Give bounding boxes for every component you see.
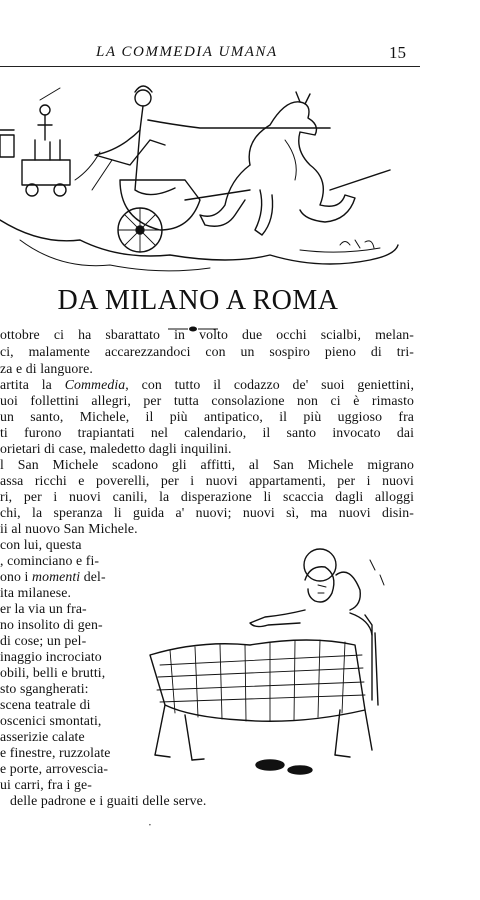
text-line: asserizie calate: [0, 729, 85, 744]
text-line: ottobre ci ha sbarattato in volto due occhi scialbi, melan-: [0, 327, 414, 342]
text-line: inaggio incrociato: [0, 649, 102, 664]
text-line: ui carri, fra i ge-: [0, 777, 92, 792]
text-line: za e di languore.: [0, 361, 93, 376]
text-line: er la via un fra-: [0, 601, 87, 616]
text-line: ci, malamente accarezzandoci con un sospiro pieno di tri-: [0, 344, 414, 359]
text-line: l San Michele scadono gli affitti, al San Michele migrano: [0, 457, 414, 472]
text-line: ita milanese.: [0, 585, 72, 600]
text-line: ri, per i nuovi canili, la disperazione li scaccia dagli alloggi: [0, 489, 414, 504]
text-line: no insolito di gen-: [0, 617, 103, 632]
text-line: e porte, arrovescia-: [0, 761, 109, 776]
text-line: ii al nuovo San Michele.: [0, 521, 138, 536]
text-line: sto sgangherati:: [0, 681, 89, 696]
text-line: assa ricchi e poverelli, per i nuovi appartamenti, per i nuovi: [0, 473, 414, 488]
bed-illustration: [140, 545, 400, 805]
text-line: con lui, questa: [0, 537, 82, 552]
text-line: oscenici smontati,: [0, 713, 102, 728]
text-line: scena teatrale di: [0, 697, 91, 712]
page-number: 15: [389, 43, 406, 62]
text-line: di cose; un pel-: [0, 633, 87, 648]
text-line: un santo, Michele, il più antipatico, il più uggioso fra: [0, 409, 414, 424]
article-title: DA MILANO A ROMA: [57, 285, 339, 316]
text-line: chi, la speranza li guida a' nuovi; nuovi sì, ma nuovi disin-: [0, 505, 414, 520]
text-line: orietari di case, maledetto dagli inquilini.: [0, 441, 232, 456]
chariot-illustration: [0, 70, 400, 280]
text-line: obili, belli e brutti,: [0, 665, 106, 680]
header-rule: [0, 66, 420, 67]
text-line: artita la Commedia, con tutto il codazzo de' suoi geniettini,: [0, 377, 414, 392]
text-line: delle padrone e i guaiti delle serve.: [10, 793, 207, 808]
text-line: ti furono trapiantati nel calendario, il santo invocato dai: [0, 425, 414, 440]
running-head: [0, 44, 480, 66]
stray-mark: ·: [148, 818, 152, 832]
journal-title: LA COMMEDIA UMANA: [96, 44, 278, 60]
text-line: ono i momenti del-: [0, 569, 106, 584]
text-line: e finestre, ruzzolate: [0, 745, 111, 760]
text-line: uoi follettini allegri, per tutta consolazione non ci è rimasto: [0, 393, 414, 408]
text-line: , cominciano e fi-: [0, 553, 100, 568]
